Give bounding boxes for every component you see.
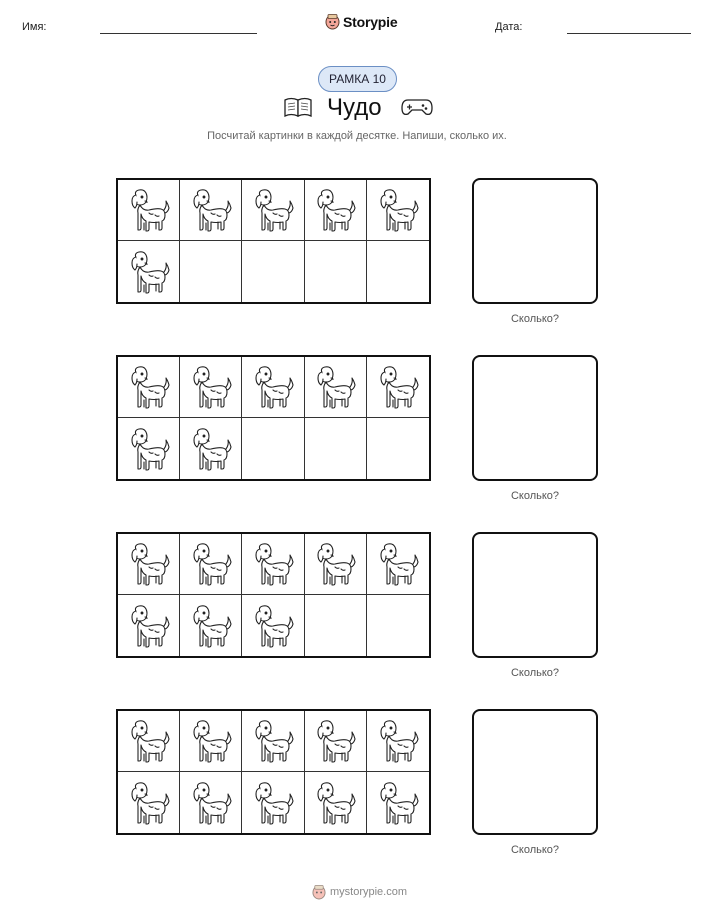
dog-icon: [251, 364, 295, 410]
dog-icon: [189, 718, 233, 764]
dog-icon: [127, 187, 171, 233]
storypie-mascot-icon: [312, 884, 326, 900]
date-label: Дата:: [495, 21, 523, 33]
ten-frame-cell: [242, 711, 304, 772]
ten-frame-cell: [242, 241, 304, 302]
ten-frame-cell: [367, 418, 429, 479]
ten-frame: [116, 532, 431, 658]
ten-frame-cell: [118, 534, 180, 595]
ten-frame-cell: [305, 241, 367, 302]
brand-name: Storypie: [343, 13, 398, 30]
ten-frame: [116, 709, 431, 835]
ten-frame-cell: [305, 180, 367, 241]
dog-icon: [127, 603, 171, 649]
ten-frame-cell: [180, 241, 242, 302]
ten-frame-cell: [180, 418, 242, 479]
ten-frame-cell: [118, 595, 180, 656]
ten-frame-cell: [367, 595, 429, 656]
dog-icon: [313, 541, 357, 587]
dog-icon: [189, 603, 233, 649]
dog-icon: [127, 426, 171, 472]
dog-icon: [251, 718, 295, 764]
dog-icon: [251, 541, 295, 587]
ten-frame-cell: [180, 357, 242, 418]
date-line[interactable]: [567, 33, 691, 34]
ten-frame-cell: [242, 534, 304, 595]
ten-frame-cell: [242, 180, 304, 241]
dog-icon: [127, 718, 171, 764]
ten-frame-cell: [367, 772, 429, 833]
ten-frame-cell: [305, 357, 367, 418]
ten-frame-cell: [180, 595, 242, 656]
dog-icon: [251, 780, 295, 826]
footer-url: mystorypie.com: [330, 886, 408, 898]
ten-frame: [116, 178, 431, 304]
ten-frame: [116, 355, 431, 481]
brand-logo: [325, 13, 397, 30]
dog-icon: [127, 364, 171, 410]
dog-icon: [127, 541, 171, 587]
ten-frame-cell: [367, 241, 429, 302]
page-title: Чудо: [327, 94, 382, 121]
dog-icon: [189, 780, 233, 826]
ten-frame-cell: [367, 357, 429, 418]
dog-icon: [189, 426, 233, 472]
dog-icon: [313, 718, 357, 764]
name-line[interactable]: [100, 33, 257, 34]
ten-frame-cell: [242, 595, 304, 656]
ten-frame-cell: [242, 357, 304, 418]
storypie-mascot-icon: [325, 13, 340, 30]
ten-frame-cell: [305, 711, 367, 772]
dog-icon: [376, 718, 420, 764]
ten-frame-cell: [180, 534, 242, 595]
ten-frame-cell: [242, 418, 304, 479]
ten-frame-cell: [180, 711, 242, 772]
name-label: Имя:: [22, 21, 47, 33]
ten-frame-cell: [118, 772, 180, 833]
answer-label: Сколько?: [510, 313, 560, 325]
open-book-icon: [283, 96, 313, 118]
frame-badge: РАМКА 10: [318, 66, 397, 92]
instructions: Посчитай картинки в каждой десятке. Напиши, сколько их.: [207, 130, 507, 142]
answer-box[interactable]: [472, 355, 598, 481]
ten-frame-cell: [305, 534, 367, 595]
ten-frame-cell: [305, 772, 367, 833]
dog-icon: [313, 187, 357, 233]
dog-icon: [189, 187, 233, 233]
ten-frame-cell: [367, 534, 429, 595]
dog-icon: [127, 780, 171, 826]
ten-frame-cell: [242, 772, 304, 833]
answer-box[interactable]: [472, 709, 598, 835]
ten-frame-cell: [367, 711, 429, 772]
answer-box[interactable]: [472, 532, 598, 658]
ten-frame-cell: [180, 180, 242, 241]
dog-icon: [127, 249, 171, 295]
answer-label: Сколько?: [510, 667, 560, 679]
dog-icon: [189, 541, 233, 587]
dog-icon: [251, 187, 295, 233]
ten-frame-cell: [118, 180, 180, 241]
ten-frame-cell: [118, 241, 180, 302]
dog-icon: [251, 603, 295, 649]
ten-frame-cell: [305, 418, 367, 479]
answer-label: Сколько?: [510, 844, 560, 856]
gamepad-icon: [401, 97, 433, 117]
footer: [312, 884, 407, 900]
ten-frame-cell: [118, 711, 180, 772]
ten-frame-cell: [180, 772, 242, 833]
ten-frame-cell: [118, 357, 180, 418]
dog-icon: [376, 364, 420, 410]
answer-label: Сколько?: [510, 490, 560, 502]
ten-frame-cell: [118, 418, 180, 479]
ten-frame-cell: [305, 595, 367, 656]
dog-icon: [313, 780, 357, 826]
dog-icon: [313, 364, 357, 410]
ten-frame-cell: [367, 180, 429, 241]
answer-box[interactable]: [472, 178, 598, 304]
dog-icon: [376, 780, 420, 826]
dog-icon: [376, 187, 420, 233]
dog-icon: [376, 541, 420, 587]
dog-icon: [189, 364, 233, 410]
